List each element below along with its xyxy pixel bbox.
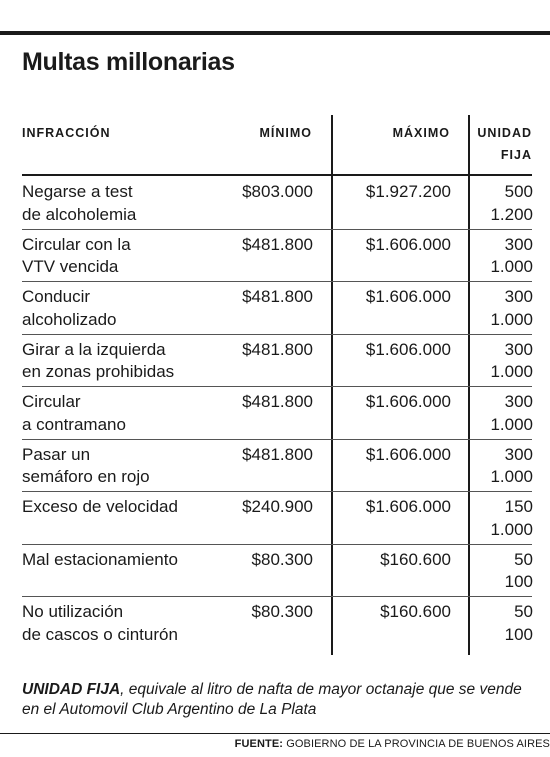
cell-unidad-fija: [463, 286, 533, 331]
cell-infraccion-line: Conducir: [22, 287, 91, 306]
cell-maximo-line: $160.600: [380, 602, 451, 621]
cell-maximo: [366, 286, 451, 309]
cell-unidad-fija-line: 300: [504, 339, 533, 359]
footnote-text: , equivale al litro de nafta de mayor octanaje que se vende en el Automovil Club Argentino de La Plata: [22, 681, 522, 718]
page-title: Multas millonarias: [22, 48, 235, 76]
cell-minimo: [242, 181, 313, 204]
header-infraccion: INFRACCIÓN: [22, 126, 111, 140]
footnote: [22, 680, 532, 720]
cell-infraccion-line: VTV vencida: [22, 257, 119, 276]
cell-infraccion: [22, 549, 222, 572]
cell-unidad-fija: [463, 496, 533, 541]
header-minimo: MÍNIMO: [259, 126, 312, 140]
cell-infraccion-line: alcoholizado: [22, 309, 117, 329]
table-row: [0, 491, 550, 544]
cell-infraccion: [22, 181, 222, 226]
cell-unidad-fija-line: 1.000: [490, 362, 533, 381]
cell-maximo: [366, 339, 451, 362]
cell-minimo: [242, 339, 313, 362]
cell-infraccion-line: No utilización: [22, 602, 124, 621]
cell-minimo: [242, 496, 313, 519]
source-credit: [235, 738, 550, 750]
table-row: [0, 439, 550, 492]
cell-maximo-line: $1.606.000: [365, 392, 451, 411]
row-divider: [22, 491, 532, 492]
cell-infraccion: [22, 391, 222, 436]
table-row: [0, 229, 550, 282]
cell-unidad-fija: [463, 601, 533, 646]
header-unidad-line2: FIJA: [500, 148, 532, 162]
table-row: [0, 176, 550, 229]
cell-infraccion: [22, 286, 222, 331]
header-maximo: MÁXIMO: [392, 126, 450, 140]
cell-unidad-fija-line: 500: [504, 182, 533, 201]
cell-minimo-line: $481.800: [242, 392, 313, 411]
cell-maximo-line: $1.606.000: [365, 339, 451, 359]
row-divider: [22, 334, 532, 335]
row-divider: [22, 544, 532, 545]
cell-infraccion: [22, 601, 222, 646]
cell-infraccion: [22, 234, 222, 279]
cell-maximo: [380, 549, 451, 572]
source-label: FUENTE:: [234, 738, 284, 750]
cell-minimo-line: $481.800: [242, 234, 313, 254]
cell-maximo-line: $1.927.200: [365, 182, 451, 201]
cell-infraccion-line: de alcoholemia: [22, 204, 137, 224]
table-header: [0, 124, 550, 174]
row-divider: [22, 596, 532, 597]
cell-minimo: [242, 234, 313, 257]
cell-unidad-fija-line: 50: [514, 549, 533, 569]
cell-unidad-fija: [463, 444, 533, 489]
cell-infraccion-line: a contramano: [22, 414, 126, 434]
cell-unidad-fija-line: 150: [504, 497, 533, 516]
cell-unidad-fija-line: 300: [504, 287, 533, 306]
cell-minimo-line: $80.300: [251, 602, 313, 621]
cell-infraccion-line: de cascos o cinturón: [22, 624, 178, 644]
cell-minimo-line: $803.000: [242, 182, 313, 201]
cell-infraccion: [22, 496, 222, 519]
cell-unidad-fija-line: 1.000: [490, 414, 533, 434]
cell-unidad-fija: [463, 181, 533, 226]
cell-infraccion-line: Pasar un: [22, 444, 91, 464]
footnote-term: UNIDAD FIJA: [22, 681, 121, 698]
cell-minimo-line: $481.800: [242, 444, 313, 464]
cell-maximo: [366, 181, 451, 204]
cell-minimo: [252, 601, 313, 624]
cell-minimo-line: $481.800: [242, 287, 313, 306]
cell-infraccion-line: Exceso de velocidad: [22, 497, 178, 516]
cell-infraccion-line: en zonas prohibidas: [22, 362, 175, 381]
cell-minimo-line: $80.300: [251, 549, 313, 569]
cell-infraccion-line: Negarse a test: [22, 182, 133, 201]
cell-infraccion-line: Circular: [22, 392, 81, 411]
row-divider: [22, 439, 532, 440]
cell-minimo: [242, 391, 313, 414]
row-divider: [22, 229, 532, 230]
row-divider: [22, 386, 532, 387]
header-unidad-fija: [462, 122, 532, 166]
cell-unidad-fija-line: 300: [504, 234, 533, 254]
table-row: [0, 596, 550, 649]
cell-unidad-fija: [463, 391, 533, 436]
cell-unidad-fija-line: 1.000: [490, 467, 533, 486]
table-row: [0, 281, 550, 334]
top-rule: [0, 31, 550, 35]
row-divider: [22, 281, 532, 282]
cell-maximo-line: $1.606.000: [365, 497, 451, 516]
cell-unidad-fija-line: 1.000: [490, 519, 533, 539]
cell-unidad-fija: [463, 549, 533, 594]
cell-infraccion: [22, 339, 222, 384]
source-text: GOBIERNO DE LA PROVINCIA DE BUENOS AIRES: [283, 738, 550, 750]
cell-maximo: [366, 234, 451, 257]
cell-unidad-fija-line: 300: [504, 392, 533, 411]
cell-infraccion-line: Girar a la izquierda: [22, 339, 166, 359]
cell-unidad-fija-line: 1.000: [490, 257, 533, 276]
cell-maximo: [366, 391, 451, 414]
cell-maximo-line: $160.600: [380, 549, 451, 569]
cell-minimo-line: $240.900: [242, 497, 313, 516]
table-body: [0, 176, 550, 649]
table-row: [0, 334, 550, 387]
cell-infraccion: [22, 444, 222, 489]
cell-unidad-fija: [463, 234, 533, 279]
cell-infraccion-line: Circular con la: [22, 234, 131, 254]
cell-maximo-line: $1.606.000: [365, 444, 451, 464]
cell-maximo: [366, 496, 451, 519]
cell-unidad-fija: [463, 339, 533, 384]
cell-unidad-fija-line: 300: [504, 444, 533, 464]
table-row: [0, 544, 550, 597]
bottom-rule: [0, 733, 550, 734]
cell-unidad-fija-line: 1.000: [490, 309, 533, 329]
cell-unidad-fija-line: 100: [504, 572, 533, 591]
cell-maximo-line: $1.606.000: [365, 287, 451, 306]
cell-infraccion-line: semáforo en rojo: [22, 467, 150, 486]
cell-minimo: [242, 444, 313, 467]
cell-unidad-fija-line: 100: [504, 624, 533, 644]
cell-maximo: [380, 601, 451, 624]
cell-minimo-line: $481.800: [242, 339, 313, 359]
table-row: [0, 386, 550, 439]
cell-infraccion-line: Mal estacionamiento: [22, 549, 178, 569]
cell-maximo: [366, 444, 451, 467]
cell-unidad-fija-line: 1.200: [490, 204, 533, 224]
cell-minimo: [242, 286, 313, 309]
cell-unidad-fija-line: 50: [514, 602, 533, 621]
cell-maximo-line: $1.606.000: [365, 234, 451, 254]
cell-minimo: [252, 549, 313, 572]
header-unidad-line1: UNIDAD: [477, 126, 532, 140]
